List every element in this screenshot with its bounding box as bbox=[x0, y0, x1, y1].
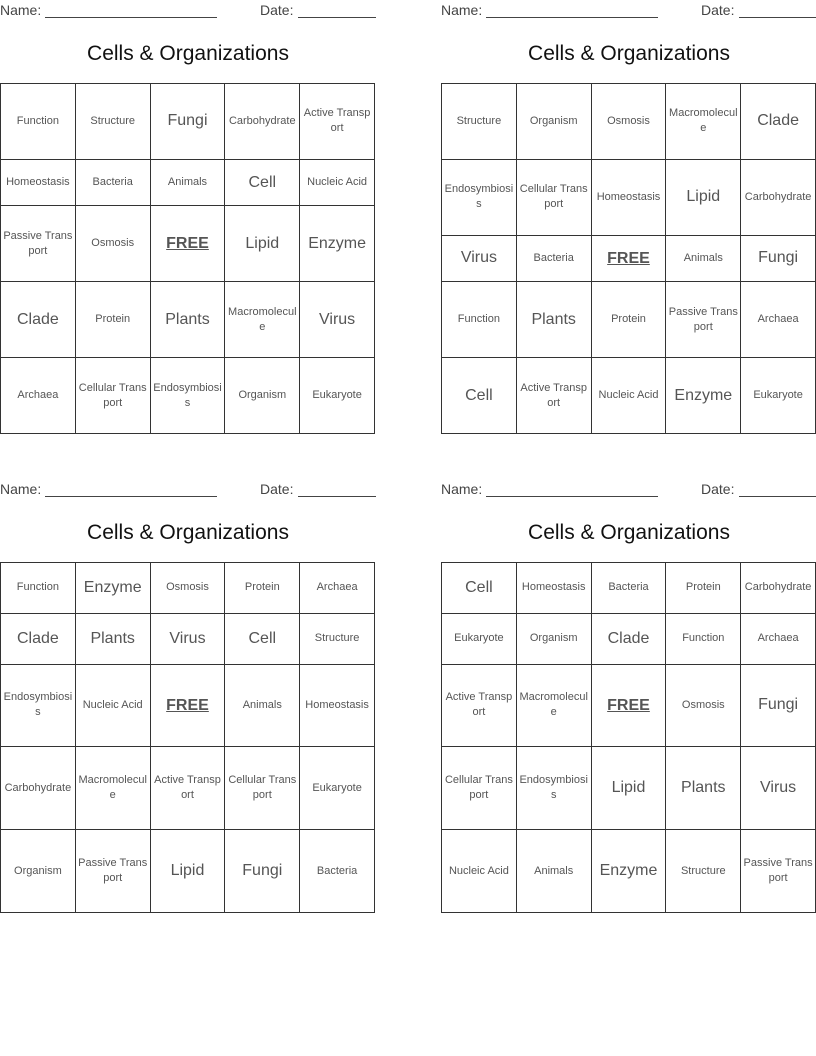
grid-row bbox=[442, 84, 816, 160]
bingo-cell: Homeostasis bbox=[300, 664, 375, 747]
name-label: Name: bbox=[441, 2, 483, 18]
grid-row bbox=[442, 159, 816, 235]
date-label: Date: bbox=[701, 2, 735, 18]
grid-row bbox=[442, 664, 816, 747]
grid-row bbox=[1, 84, 375, 160]
bingo-cell: Eukaryote bbox=[300, 358, 375, 434]
date-blank-line bbox=[298, 496, 376, 497]
free-space-cell: FREE bbox=[150, 206, 225, 282]
date-label: Date: bbox=[701, 481, 735, 497]
bingo-cell: Virus bbox=[741, 747, 816, 830]
bingo-cell: Endosymbiosis bbox=[150, 358, 225, 434]
bingo-cell: Cellular Transport bbox=[442, 747, 517, 830]
bingo-cell: Nucleic Acid bbox=[300, 159, 375, 206]
bingo-cell: Endosymbiosis bbox=[1, 664, 76, 747]
card-title: Cells & Organizations bbox=[87, 521, 289, 544]
bingo-cell: Cell bbox=[442, 563, 517, 614]
bingo-cell: Cell bbox=[225, 613, 300, 664]
grid-row bbox=[1, 664, 375, 747]
bingo-cell: Nucleic Acid bbox=[442, 830, 517, 913]
free-space-cell: FREE bbox=[150, 664, 225, 747]
bingo-cell: Cellular Transport bbox=[225, 747, 300, 830]
date-blank-line bbox=[739, 17, 816, 18]
name-label: Name: bbox=[441, 481, 483, 497]
name-blank-line bbox=[486, 496, 658, 497]
bingo-cell: Function bbox=[442, 282, 517, 358]
bingo-cell: Carbohydrate bbox=[741, 563, 816, 614]
bingo-cell: Macromolecule bbox=[225, 282, 300, 358]
card-header bbox=[0, 481, 376, 499]
card-title: Cells & Organizations bbox=[528, 42, 730, 65]
grid-row bbox=[1, 563, 375, 614]
date-blank-line bbox=[739, 496, 816, 497]
card-header bbox=[441, 481, 816, 499]
bingo-cell: Virus bbox=[300, 282, 375, 358]
free-space-cell: FREE bbox=[591, 235, 666, 282]
bingo-cell: Organism bbox=[1, 830, 76, 913]
grid-row bbox=[1, 613, 375, 664]
date-label: Date: bbox=[260, 481, 294, 497]
bingo-cell: Plants bbox=[516, 282, 591, 358]
name-label: Name: bbox=[0, 2, 42, 18]
bingo-cell: Function bbox=[1, 563, 76, 614]
grid-row bbox=[442, 563, 816, 614]
bingo-grid bbox=[441, 83, 816, 434]
bingo-cell: Virus bbox=[442, 235, 517, 282]
bingo-cell: Lipid bbox=[150, 830, 225, 913]
bingo-cell: Fungi bbox=[225, 830, 300, 913]
bingo-cell: Structure bbox=[666, 830, 741, 913]
bingo-cell: Passive Transport bbox=[741, 830, 816, 913]
bingo-cell: Bacteria bbox=[300, 830, 375, 913]
bingo-cell: Animals bbox=[225, 664, 300, 747]
bingo-cell: Animals bbox=[666, 235, 741, 282]
bingo-cell: Homeostasis bbox=[591, 159, 666, 235]
grid-row bbox=[1, 282, 375, 358]
bingo-cell: Carbohydrate bbox=[225, 84, 300, 160]
bingo-cell: Endosymbiosis bbox=[442, 159, 517, 235]
bingo-cell: Passive Transport bbox=[666, 282, 741, 358]
bingo-cell: Homeostasis bbox=[1, 159, 76, 206]
bingo-cell: Archaea bbox=[1, 358, 76, 434]
bingo-cell: Plants bbox=[75, 613, 150, 664]
grid-row bbox=[1, 358, 375, 434]
bingo-cell: Archaea bbox=[741, 282, 816, 358]
bingo-cell: Macromolecule bbox=[666, 84, 741, 160]
bingo-cell: Passive Transport bbox=[1, 206, 76, 282]
bingo-card bbox=[441, 479, 816, 915]
bingo-cell: Structure bbox=[75, 84, 150, 160]
bingo-cell: Active Transport bbox=[516, 358, 591, 434]
bingo-cell: Macromolecule bbox=[516, 664, 591, 747]
free-space-cell: FREE bbox=[591, 664, 666, 747]
bingo-cell: Homeostasis bbox=[516, 563, 591, 614]
bingo-card bbox=[0, 479, 376, 915]
card-header bbox=[441, 2, 816, 20]
grid-row bbox=[442, 747, 816, 830]
bingo-cell: Organism bbox=[225, 358, 300, 434]
bingo-cell: Endosymbiosis bbox=[516, 747, 591, 830]
date-blank-line bbox=[298, 17, 376, 18]
bingo-cell: Bacteria bbox=[591, 563, 666, 614]
bingo-cell: Osmosis bbox=[75, 206, 150, 282]
bingo-grid bbox=[0, 83, 375, 434]
grid-row bbox=[442, 613, 816, 664]
bingo-cell: Osmosis bbox=[591, 84, 666, 160]
name-blank-line bbox=[45, 17, 217, 18]
name-label: Name: bbox=[0, 481, 42, 497]
bingo-cell: Structure bbox=[442, 84, 517, 160]
bingo-cell: Cellular Transport bbox=[516, 159, 591, 235]
grid-row bbox=[1, 159, 375, 206]
bingo-cell: Fungi bbox=[741, 235, 816, 282]
grid-row bbox=[442, 830, 816, 913]
bingo-cell: Bacteria bbox=[516, 235, 591, 282]
bingo-cell: Active Transport bbox=[150, 747, 225, 830]
bingo-cell: Clade bbox=[1, 613, 76, 664]
date-label: Date: bbox=[260, 2, 294, 18]
bingo-cell: Protein bbox=[591, 282, 666, 358]
bingo-cell: Enzyme bbox=[300, 206, 375, 282]
bingo-cell: Archaea bbox=[741, 613, 816, 664]
bingo-cell: Clade bbox=[591, 613, 666, 664]
grid-row bbox=[442, 235, 816, 282]
bingo-card bbox=[0, 0, 376, 436]
bingo-cell: Active Transport bbox=[442, 664, 517, 747]
name-blank-line bbox=[486, 17, 658, 18]
bingo-cell: Cell bbox=[225, 159, 300, 206]
bingo-cell: Enzyme bbox=[591, 830, 666, 913]
bingo-cell: Lipid bbox=[591, 747, 666, 830]
grid-row bbox=[442, 282, 816, 358]
bingo-cell: Enzyme bbox=[75, 563, 150, 614]
bingo-cell: Enzyme bbox=[666, 358, 741, 434]
bingo-cell: Nucleic Acid bbox=[591, 358, 666, 434]
bingo-cell: Carbohydrate bbox=[1, 747, 76, 830]
bingo-cell: Function bbox=[1, 84, 76, 160]
bingo-cell: Cellular Transport bbox=[75, 358, 150, 434]
bingo-cell: Bacteria bbox=[75, 159, 150, 206]
bingo-cell: Function bbox=[666, 613, 741, 664]
grid-row bbox=[1, 206, 375, 282]
bingo-cell: Organism bbox=[516, 613, 591, 664]
bingo-cell: Archaea bbox=[300, 563, 375, 614]
bingo-cell: Plants bbox=[666, 747, 741, 830]
bingo-cell: Structure bbox=[300, 613, 375, 664]
bingo-cell: Fungi bbox=[741, 664, 816, 747]
grid-row bbox=[442, 358, 816, 434]
bingo-cell: Active Transport bbox=[300, 84, 375, 160]
bingo-cell: Fungi bbox=[150, 84, 225, 160]
bingo-card bbox=[441, 0, 816, 436]
bingo-cell: Nucleic Acid bbox=[75, 664, 150, 747]
bingo-cell: Organism bbox=[516, 84, 591, 160]
bingo-cell: Protein bbox=[666, 563, 741, 614]
bingo-cell: Protein bbox=[225, 563, 300, 614]
bingo-cell: Eukaryote bbox=[442, 613, 517, 664]
bingo-cell: Lipid bbox=[225, 206, 300, 282]
bingo-cell: Carbohydrate bbox=[741, 159, 816, 235]
card-header bbox=[0, 2, 376, 20]
bingo-cell: Passive Transport bbox=[75, 830, 150, 913]
bingo-cell: Cell bbox=[442, 358, 517, 434]
bingo-cell: Osmosis bbox=[666, 664, 741, 747]
bingo-cell: Protein bbox=[75, 282, 150, 358]
bingo-cell: Virus bbox=[150, 613, 225, 664]
bingo-cell: Plants bbox=[150, 282, 225, 358]
bingo-grid bbox=[441, 562, 816, 913]
bingo-grid bbox=[0, 562, 375, 913]
grid-row bbox=[1, 747, 375, 830]
bingo-cell: Animals bbox=[516, 830, 591, 913]
grid-row bbox=[1, 830, 375, 913]
card-title: Cells & Organizations bbox=[87, 42, 289, 65]
bingo-cell: Eukaryote bbox=[741, 358, 816, 434]
bingo-cell: Clade bbox=[741, 84, 816, 160]
bingo-cell: Animals bbox=[150, 159, 225, 206]
bingo-cell: Clade bbox=[1, 282, 76, 358]
card-title: Cells & Organizations bbox=[528, 521, 730, 544]
name-blank-line bbox=[45, 496, 217, 497]
bingo-cell: Eukaryote bbox=[300, 747, 375, 830]
bingo-cell: Osmosis bbox=[150, 563, 225, 614]
bingo-cell: Macromolecule bbox=[75, 747, 150, 830]
bingo-cell: Lipid bbox=[666, 159, 741, 235]
